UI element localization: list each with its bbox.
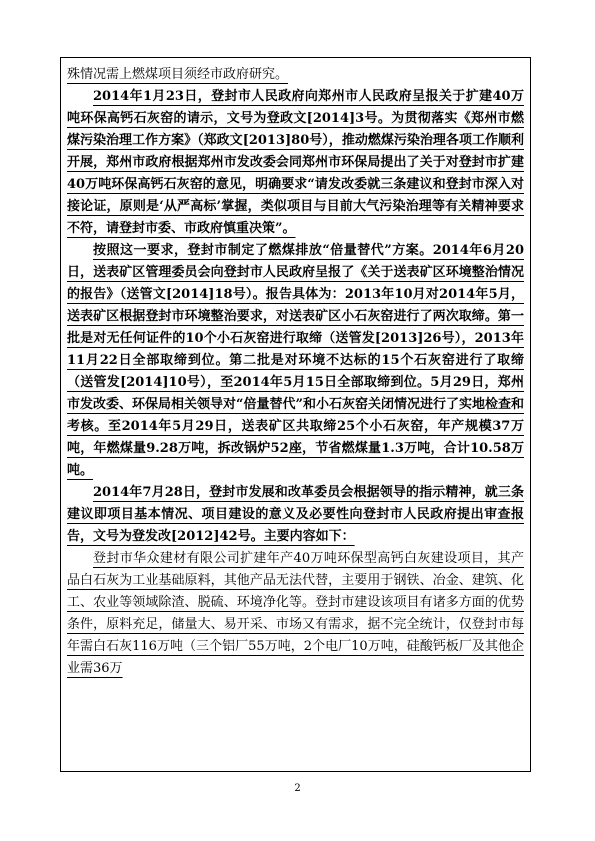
- page-number: 2: [294, 783, 301, 794]
- paragraph-5: 登封市华众建材有限公司扩建年产40万吨环保型高钙白灰建设项目，其产品白石灰为工业基础原料，其他产品无法代替，主要用于钢铁、冶金、建筑、化工、农业等领域除渣、脱硫、环境净化等。登封市建设该项目有诸多方面的优势条件，原料充足，储量大、易开采、市场又有需求，据不完全统计，仅登封市每年需白石灰116万吨（三个铝厂55万吨，2个电厂10万吨，硅酸钙板厂及其他企业需36万: [67, 551, 524, 676]
- document-frame: [60, 57, 531, 772]
- document-body: [67, 64, 524, 680]
- paragraph-1: 殊情况需上燃煤项目须经市政府研究。: [67, 67, 289, 82]
- paragraph-2: 2014年1月23日，登封市人民政府向郑州市人民政府呈报关于扩建40万吨环保高钙石灰窑的请示，文号为登政文[2014]3号。为贯彻落实《郑州市燃煤污染治理工作方案》（郑政文[2013]80号），推动燃煤污染治理各项工作顺利开展，郑州市政府根据郑州市发改委会同郑州市环保局提出了关于对登封市扩建40万吨环保高钙石灰窑的意见，明确要求“请发改委就三条建议和登封市深入对接论证，原则是‘从严高标’掌握，类似项目与目前大气污染治理等有关精神要求不符，请登封市委、市政府慎重决策”。: [67, 89, 524, 236]
- paragraph-3: 按照这一要求，登封市制定了燃煤排放“倍量替代”方案。2014年6月20日，送表矿区管理委员会向登封市人民政府呈报了《关于送表矿区环境整治情况的报告》（送管文[2014]18号）。报告具体为：2013年10月对2014年5月，送表矿区根据登封市环境整治要求，对送表矿区小石灰窑进行了两次取缔。第一批是对无任何证件的10个小石灰窑进行取缔（送管发[2013]26号），2013年11月22日全部取缔到位。第二批是对环境不达标的15个石灰窑进行了取缔（送管发[2014]10号），至2014年5月15日全部取缔到位。5月29日，郑州市发改委、环保局相关领导对“倍量替代”和小石灰窑关闭情况进行了实地检查和考核。至2014年5月29日，送表矿区共取缔25个小石灰窑，年产规模37万吨，年燃煤量9.28万吨，拆改锅炉52座，节省燃煤量1.3万吨，合计10.58万吨。: [67, 243, 524, 478]
- paragraph-4: 2014年7月28日，登封市发展和改革委员会根据领导的指示精神，就三条建议即项目基本情况、项目建设的意义及必要性向登封市人民政府提出审查报告，文号为登发改[2012]42号。主要内容如下：: [67, 485, 524, 544]
